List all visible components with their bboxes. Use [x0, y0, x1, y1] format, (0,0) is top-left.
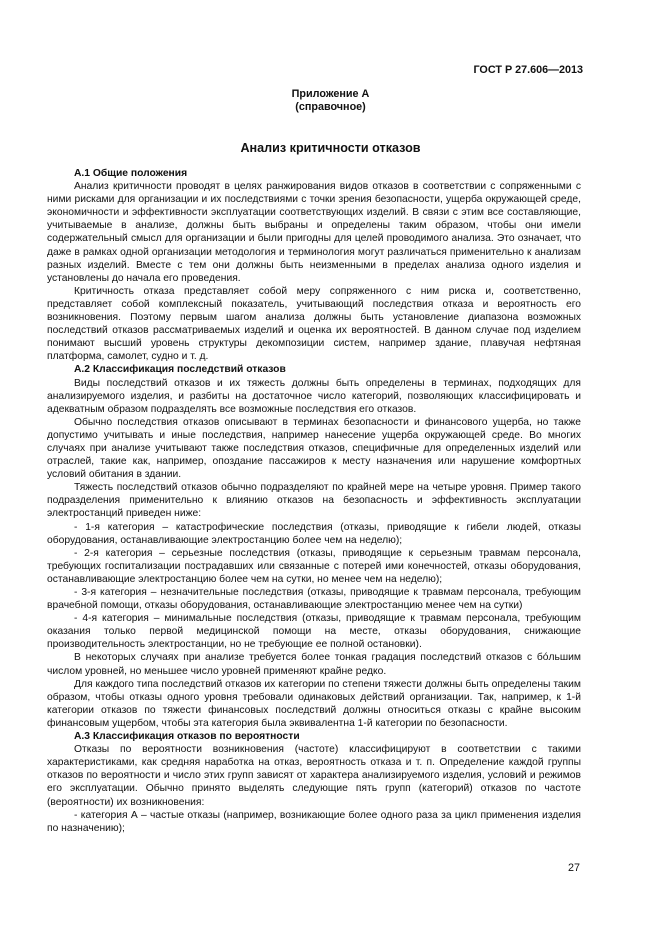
paragraph: Отказы по вероятности возникновения (частоте) классифицируют в соответствии с такими характеристиками, как средняя наработка на отказ, вероятность отказа и т. п. Определение каждой группы отказов по вероятности и число этих групп зависят от характера анализируемого изделия, условий и режимов его эксплуатации. Обычно принято выделять следующие пять групп (категорий) отказов по частоте (вероятности) их возникновения: — [47, 744, 581, 808]
list-item: - 3-я категория – незначительные последствия (отказы, приводящие к травмам персонала, требующим врачебной помощи, отказы оборудования, останавливающие электростанцию менее чем на сутки) — [47, 587, 581, 612]
appendix-type: (справочное) — [295, 101, 366, 113]
document-body — [47, 167, 581, 835]
paragraph: В некоторых случаях при анализе требуется более тонкая градация последствий отказов с бóльшим числом уровней, но меньшее число уровней применяют крайне редко. — [47, 652, 581, 677]
paragraph: Виды последствий отказов и их тяжесть должны быть определены в терминах, подходящих для анализируемого изделия, и разбиты на достаточное число категорий, позволяющих классифицировать и адекватным образом подразделять все возможные последствия его отказов. — [47, 377, 581, 415]
list-item: - 4-я категория – минимальные последствия (отказы, приводящие к травмам персонала, требующим оказания только первой медицинской помощи на месте, отказы оборудования, снижающие производительность электростанции, но не требующие ее полной остановки). — [47, 613, 581, 651]
page-title: Анализ критичности отказов — [240, 141, 421, 155]
section-heading-a2: А.2 Классификация последствий отказов — [74, 364, 286, 376]
section-heading-a1: А.1 Общие положения — [74, 168, 188, 179]
list-item: - категория А – частые отказы (например, возникающие более одного раза за цикл применения изделия по назначению); — [47, 809, 581, 834]
paragraph: Анализ критичности проводят в целях ранжирования видов отказов в соответствии с сопряженными с ними рисками для организации и их последствиями с точки зрения безопасности, ущерба окружающей среде, экономичности и эффективности эксплуатации соответствующих изделий. В связи с этим все составляющие, учитываемые в анализе, должны быть выбраны и определены таким образом, чтобы они имели содержательный смысл для организации и были пригодны для целей проводимого анализа. Это означает, что даже в рамках одной организации методология и терминология могут различаться применительно к анализам разных изделий. Вместе с тем они должны быть неизменными в пределах анализа одного изделия и установлены до начала его проведения. — [47, 181, 581, 284]
section-heading-a3: А.3 Классификация отказов по вероятности — [74, 731, 300, 743]
standard-designation: ГОСТ Р 27.606—2013 — [473, 64, 583, 76]
list-item: - 1-я категория – катастрофические последствия (отказы, приводящие к гибели людей, отказы оборудования, останавливающие электростанцию более чем на неделю); — [47, 521, 581, 546]
paragraph: Критичность отказа представляет собой меру сопряженного с ним риска и, соответственно, представляет собой комплексный показатель, учитывающий последствия отказа и вероятность его возникновения. Поэтому первым шагом анализа должны быть установление диапазона возможных последствий отказов рассматриваемых изделий и оценка их вероятностей. В данном случае под изделием понимают высший уровень структуры декомпозиции систем, например здание, плавучая нефтяная платформа, самолет, судно и т. д. — [47, 285, 581, 363]
list-item: - 2-я категория – серьезные последствия (отказы, приводящие к серьезным травмам персонала, требующих госпитализации пострадавших или связанные с потерей ими конечностей, отказы оборудования, останавливающие электростанцию более чем на сутки, но менее чем на неделю); — [47, 547, 581, 585]
paragraph: Тяжесть последствий отказов обычно подразделяют по крайней мере на четыре уровня. Пример такого подразделения применительно к влиянию отказов на безопасность и эффективность эксплуатации электростанций приведен ниже: — [47, 482, 581, 520]
paragraph: Для каждого типа последствий отказов их категории по степени тяжести должны быть определены таким образом, чтобы отказы одного уровня требовали одинаковых действий организации. Так, например, к 1-й категории отказов по тяжести финансовых последствий должны относиться отказы с крайне высоким финансовым ущербом, чтобы эта категория была эквивалентна 1-й категории по безопасности. — [47, 678, 581, 729]
paragraph: Обычно последствия отказов описывают в терминах безопасности и финансового ущерба, но также допустимо учитывать и иные последствия, например нанесение ущерба окружающей среде. Во многих случаях при анализе учитывают также последствия отказов, специфичные для определенных изделий или отраслей, такие как, например, опоздание пассажиров к месту назначения или нарушение комфортных условий обитания в здании. — [47, 416, 581, 481]
appendix-label: Приложение А — [291, 88, 370, 100]
page-number: 27 — [567, 862, 580, 874]
